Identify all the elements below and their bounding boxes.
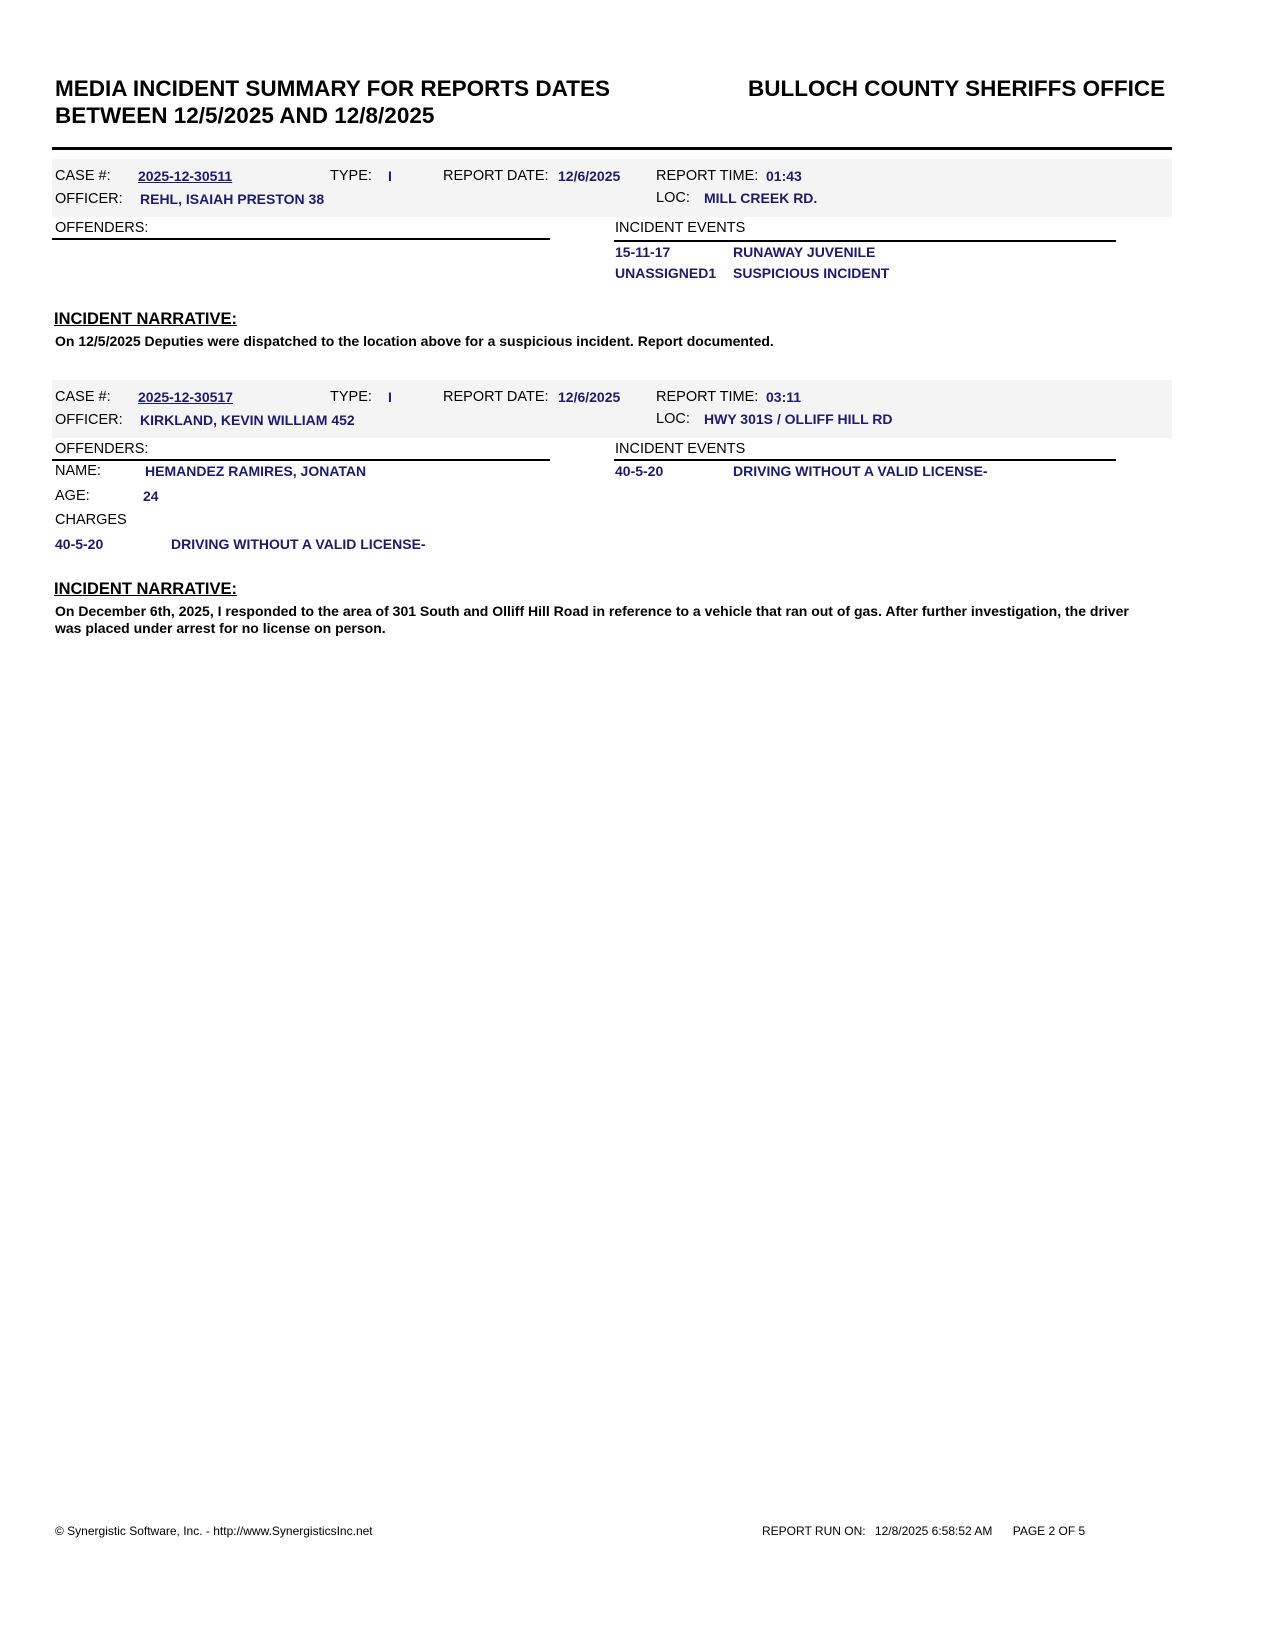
offender-age-label: AGE:	[55, 488, 90, 504]
case-label: CASE #:	[55, 389, 111, 405]
charges-label: CHARGES	[55, 512, 127, 528]
charge-code: 40-5-20	[55, 536, 104, 552]
narrative-text: On 12/5/2025 Deputies were dispatched to the location above for a suspicious incident. Report documented.	[55, 333, 774, 349]
footer-copyright: © Synergistic Software, Inc. - http://www.SynergisticsInc.net	[55, 1524, 373, 1538]
report-date-label: REPORT DATE:	[443, 389, 549, 405]
report-date-label: REPORT DATE:	[443, 168, 549, 184]
report-title	[55, 75, 610, 129]
report-time-label: REPORT TIME:	[656, 168, 759, 184]
report-date-value: 12/6/2025	[558, 389, 621, 405]
header-divider	[52, 147, 1172, 150]
agency-name: BULLOCH COUNTY SHERIFFS OFFICE	[748, 76, 1166, 101]
report-time-value: 01:43	[766, 168, 802, 184]
offender-name-value: HEMANDEZ RAMIRES, JONATAN	[145, 463, 367, 479]
report-title-line2: BETWEEN 12/5/2025 AND 12/8/2025	[55, 103, 435, 128]
officer-label: OFFICER:	[55, 191, 123, 207]
event-code: 40-5-20	[615, 463, 664, 479]
offenders-divider	[52, 238, 550, 240]
page-number: PAGE 2 OF 5	[1012, 1524, 1086, 1538]
footer-report-run	[762, 1524, 1085, 1538]
report-run-label: REPORT RUN ON:	[762, 1524, 866, 1538]
charge-description: DRIVING WITHOUT A VALID LICENSE-	[171, 536, 426, 552]
loc-value: HWY 301S / OLLIFF HILL RD	[704, 411, 893, 427]
offenders-label: OFFENDERS:	[55, 220, 149, 236]
event-code: UNASSIGNED1	[615, 265, 717, 281]
event-description: RUNAWAY JUVENILE	[733, 244, 876, 260]
loc-label: LOC:	[656, 190, 690, 206]
offender-age-value: 24	[143, 488, 159, 504]
incident-events-divider	[614, 240, 1116, 242]
offenders-label: OFFENDERS:	[55, 441, 149, 457]
type-label: TYPE:	[330, 168, 372, 184]
event-code: 15-11-17	[615, 244, 671, 260]
narrative-heading: INCIDENT NARRATIVE:	[54, 580, 238, 598]
type-label: TYPE:	[330, 389, 372, 405]
officer-label: OFFICER:	[55, 412, 123, 428]
loc-label: LOC:	[656, 411, 690, 427]
incident-events-label: INCIDENT EVENTS	[615, 220, 746, 236]
narrative-text: On December 6th, 2025, I responded to the area of 301 South and Olliff Hill Road in reference to a vehicle that ran out of gas. After further investigation, the driver was placed under arrest for no license on person.	[55, 603, 1129, 636]
case-label: CASE #:	[55, 168, 111, 184]
type-value: I	[388, 168, 392, 184]
report-time-label: REPORT TIME:	[656, 389, 759, 405]
report-run-value: 12/8/2025 6:58:52 AM	[874, 1524, 993, 1538]
case-number-link[interactable]: 2025-12-30511	[138, 168, 233, 184]
event-description: SUSPICIOUS INCIDENT	[733, 265, 890, 281]
incident-events-divider	[614, 459, 1116, 461]
officer-value: KIRKLAND, KEVIN WILLIAM 452	[140, 412, 355, 428]
offenders-divider	[52, 459, 550, 461]
officer-value: REHL, ISAIAH PRESTON 38	[140, 191, 325, 207]
incident-events-label: INCIDENT EVENTS	[615, 441, 746, 457]
event-description: DRIVING WITHOUT A VALID LICENSE-	[733, 463, 988, 479]
narrative-heading: INCIDENT NARRATIVE:	[54, 310, 238, 328]
report-time-value: 03:11	[766, 389, 802, 405]
offender-name-label: NAME:	[55, 463, 101, 479]
case-number-link[interactable]: 2025-12-30517	[138, 389, 233, 405]
report-title-line1: MEDIA INCIDENT SUMMARY FOR REPORTS DATES	[55, 76, 611, 101]
loc-value: MILL CREEK RD.	[704, 190, 818, 206]
report-date-value: 12/6/2025	[558, 168, 621, 184]
type-value: I	[388, 389, 392, 405]
